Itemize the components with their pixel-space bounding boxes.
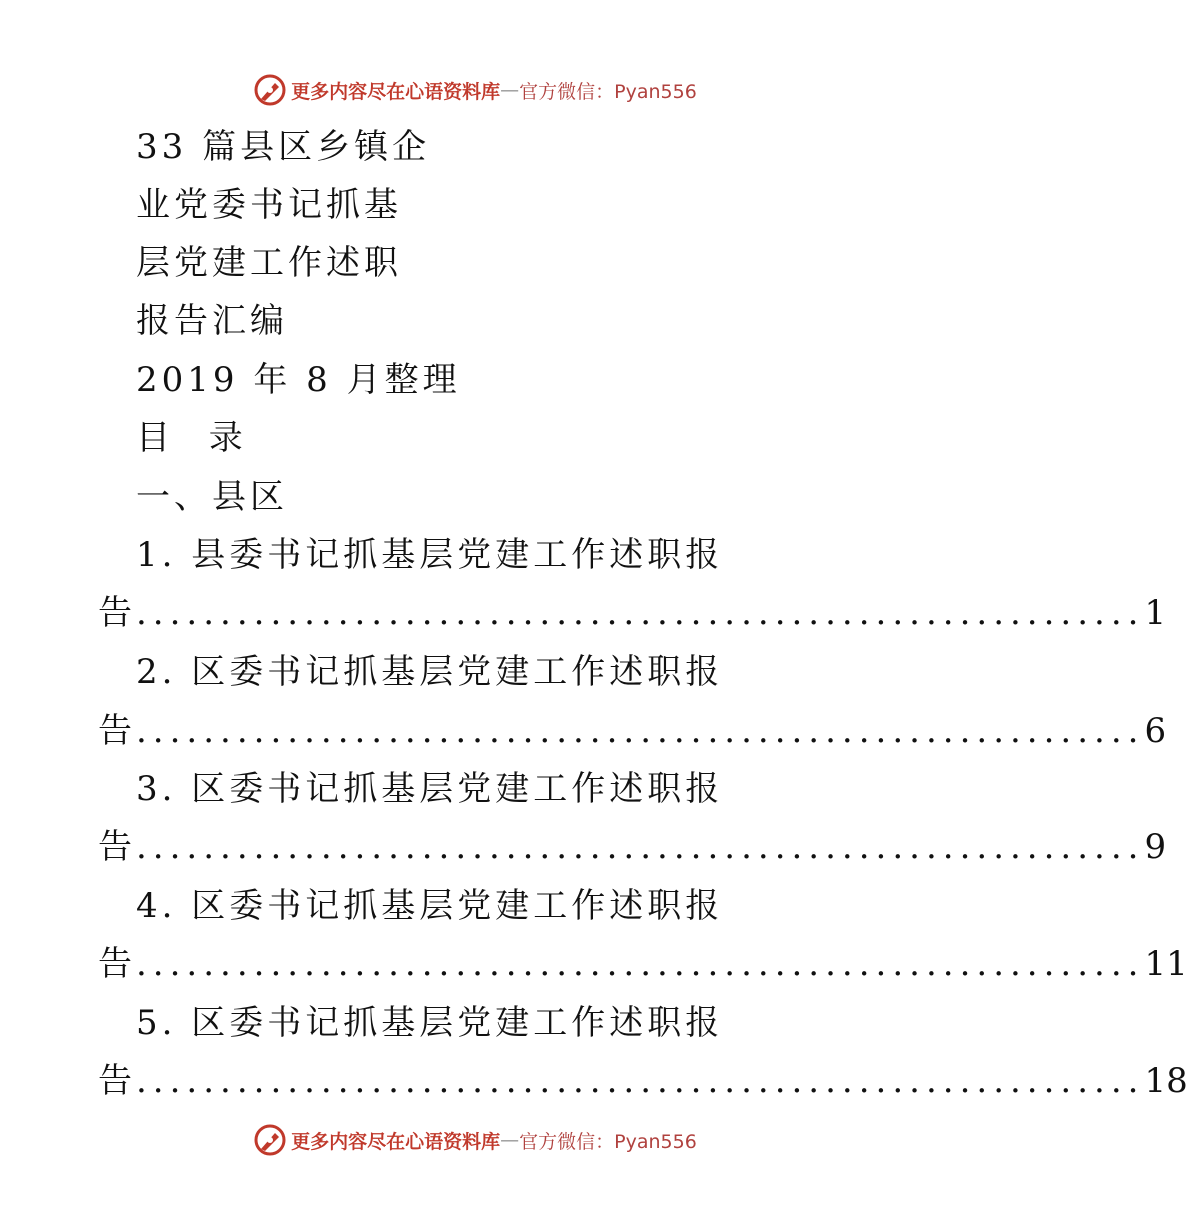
toc-page-number: 1 <box>1144 593 1167 633</box>
title-line-1: 33 篇县区乡镇企 <box>136 127 431 167</box>
watermark-text: 更多内容尽在心语资料库 <box>291 1130 501 1153</box>
toc-entry-tail: 告 <box>98 711 136 751</box>
toc-entry-5-label[interactable]: 5. 区委书记抓基层党建工作述职报 <box>136 1003 724 1043</box>
toc-entry-4-label[interactable]: 4. 区委书记抓基层党建工作述职报 <box>136 886 724 926</box>
watermark-wechat: 官方微信：Pyan556 <box>519 1130 697 1153</box>
toc-entry-4-leader[interactable] <box>98 944 1188 984</box>
header-watermark <box>0 70 950 110</box>
dot-leader: ............................................................ <box>136 1061 1145 1101</box>
toc-page-number: 9 <box>1144 827 1167 867</box>
title-line-4: 报告汇编 <box>136 301 288 341</box>
section-heading: 一、县区 <box>136 477 288 517</box>
toc-page-number: 18 <box>1144 1061 1188 1101</box>
dot-leader: ............................................................ <box>136 827 1145 867</box>
footer-watermark <box>0 1120 950 1160</box>
watermark-separator: — <box>500 1129 520 1151</box>
toc-entry-3-leader[interactable] <box>98 827 1167 867</box>
watermark-wechat: 官方微信：Pyan556 <box>519 80 697 103</box>
title-line-2: 业党委书记抓基 <box>136 185 402 225</box>
toc-entry-5-leader[interactable] <box>98 1061 1188 1101</box>
toc-page-number: 11 <box>1144 944 1188 984</box>
toc-entry-1-leader[interactable] <box>98 593 1167 633</box>
toc-entry-2-leader[interactable] <box>98 711 1167 751</box>
toc-heading: 目 录 <box>136 418 257 458</box>
pen-logo-icon <box>253 73 287 107</box>
watermark-text: 更多内容尽在心语资料库 <box>291 80 501 103</box>
pen-logo-icon <box>253 1123 287 1157</box>
toc-entry-tail: 告 <box>98 827 136 867</box>
dot-leader: ............................................................ <box>136 944 1145 984</box>
dot-leader: ............................................................ <box>136 711 1145 751</box>
toc-entry-tail: 告 <box>98 944 136 984</box>
toc-entry-3-label[interactable]: 3. 区委书记抓基层党建工作述职报 <box>136 769 724 809</box>
watermark-separator: — <box>500 79 520 101</box>
title-line-5: 2019 年 8 月整理 <box>136 360 461 400</box>
toc-page-number: 6 <box>1144 711 1167 751</box>
toc-entry-tail: 告 <box>98 1061 136 1101</box>
toc-entry-tail: 告 <box>98 593 136 633</box>
toc-entry-1-label[interactable]: 1. 县委书记抓基层党建工作述职报 <box>136 535 724 575</box>
toc-entry-2-label[interactable]: 2. 区委书记抓基层党建工作述职报 <box>136 652 724 692</box>
title-line-3: 层党建工作述职 <box>136 243 402 283</box>
dot-leader: ............................................................ <box>136 593 1145 633</box>
